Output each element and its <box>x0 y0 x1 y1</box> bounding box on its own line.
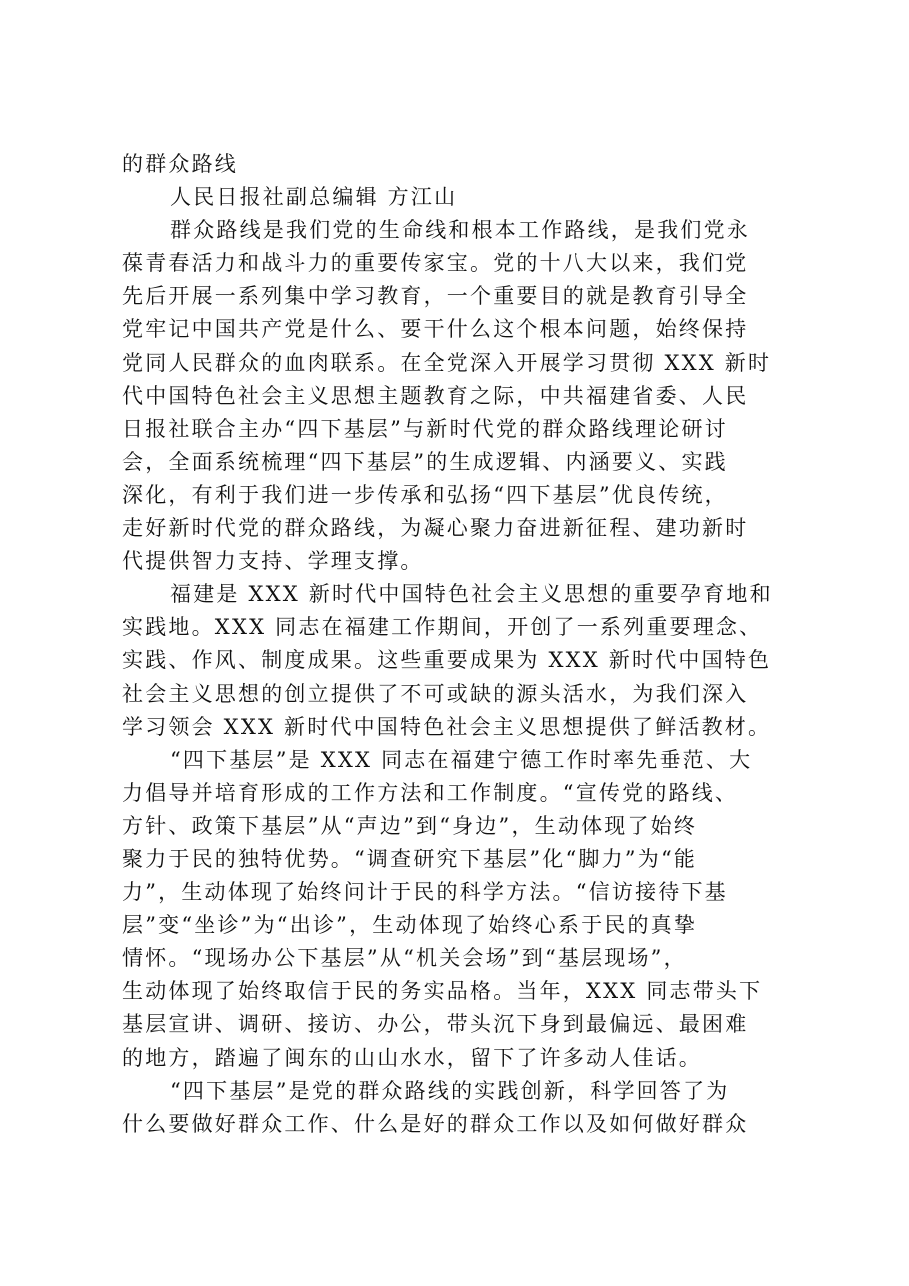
text-line: 实践地。XXX 同志在福建工作期间，开创了一系列重要理念、 <box>122 615 763 640</box>
text-line: 代中国特色社会主义思想主题教育之际，中共福建省委、人民 <box>122 383 749 408</box>
text-line: 的地方，踏遍了闽东的山山水水，留下了许多动人佳话。 <box>122 1045 702 1070</box>
text-line: 生动体现了始终取信于民的务实品格。当年，XXX 同志带头下 <box>122 979 763 1004</box>
text-line: 深化，有利于我们进一步传承和弘扬“四下基层”优良传统， <box>122 482 728 507</box>
text-line: 福建是 XXX 新时代中国特色社会主义思想的重要孕育地和 <box>170 582 773 607</box>
text-line: 力”，生动体现了始终问计于民的科学方法。“信访接待下基 <box>122 880 728 905</box>
text-line: “四下基层”是党的群众路线的实践创新，科学回答了为 <box>170 1078 730 1103</box>
article-title-tail: 的群众路线 <box>122 152 238 176</box>
text-line: 葆青春活力和战斗力的重要传家宝。党的十八大以来，我们党 <box>122 251 749 276</box>
text-line: 情怀。“现场办公下基层”从“机关会场”到“基层现场”， <box>122 946 687 971</box>
text-line: 基层宣讲、调研、接访、办公，带头沉下身到最偏远、最困难 <box>122 1012 749 1037</box>
article-body <box>122 148 802 1141</box>
article-byline: 人民日报社副总编辑 方江山 <box>170 185 458 210</box>
text-line: 力倡导并培育形成的工作方法和工作制度。“宣传党的路线、 <box>122 780 739 805</box>
text-line: 社会主义思想的创立提供了不可或缺的源头活水，为我们深入 <box>122 681 749 706</box>
text-line: 日报社联合主办“四下基层”与新时代党的群众路线理论研讨 <box>122 416 728 441</box>
text-line: 走好新时代党的群众路线，为凝心聚力奋进新征程、建功新时 <box>122 516 749 541</box>
text-line: 代提供智力支持、学理支撑。 <box>122 549 424 574</box>
text-line: 方针、政策下基层”从“声边”到“身边”，生动体现了始终 <box>122 813 698 838</box>
text-line: 聚力于民的独特优势。“调查研究下基层”化“脚力”为“能 <box>122 846 698 871</box>
text-line: 层”变“坐诊”为“出诊”，生动体现了始终心系于民的真挚 <box>122 913 698 938</box>
text-line: 学习领会 XXX 新时代中国特色社会主义思想提供了鲜活教材。 <box>122 714 772 739</box>
text-line: 群众路线是我们党的生命线和根本工作路线，是我们党永 <box>170 218 750 243</box>
text-line: “四下基层”是 XXX 同志在福建宁德工作时率先垂范、大 <box>170 747 753 772</box>
text-line: 先后开展一系列集中学习教育，一个重要目的就是教育引导全 <box>122 284 749 309</box>
text-line: 什么要做好群众工作、什么是好的群众工作以及如何做好群众 <box>122 1111 749 1136</box>
text-line: 党同人民群众的血肉联系。在全党深入开展学习贯彻 XXX 新时 <box>122 350 772 375</box>
text-line: 党牢记中国共产党是什么、要干什么这个根本问题，始终保持 <box>122 317 749 342</box>
text-line: 实践、作风、制度成果。这些重要成果为 XXX 新时代中国特色 <box>122 648 772 673</box>
text-line: 会，全面系统梳理“四下基层”的生成逻辑、内涵要义、实践 <box>122 449 728 474</box>
